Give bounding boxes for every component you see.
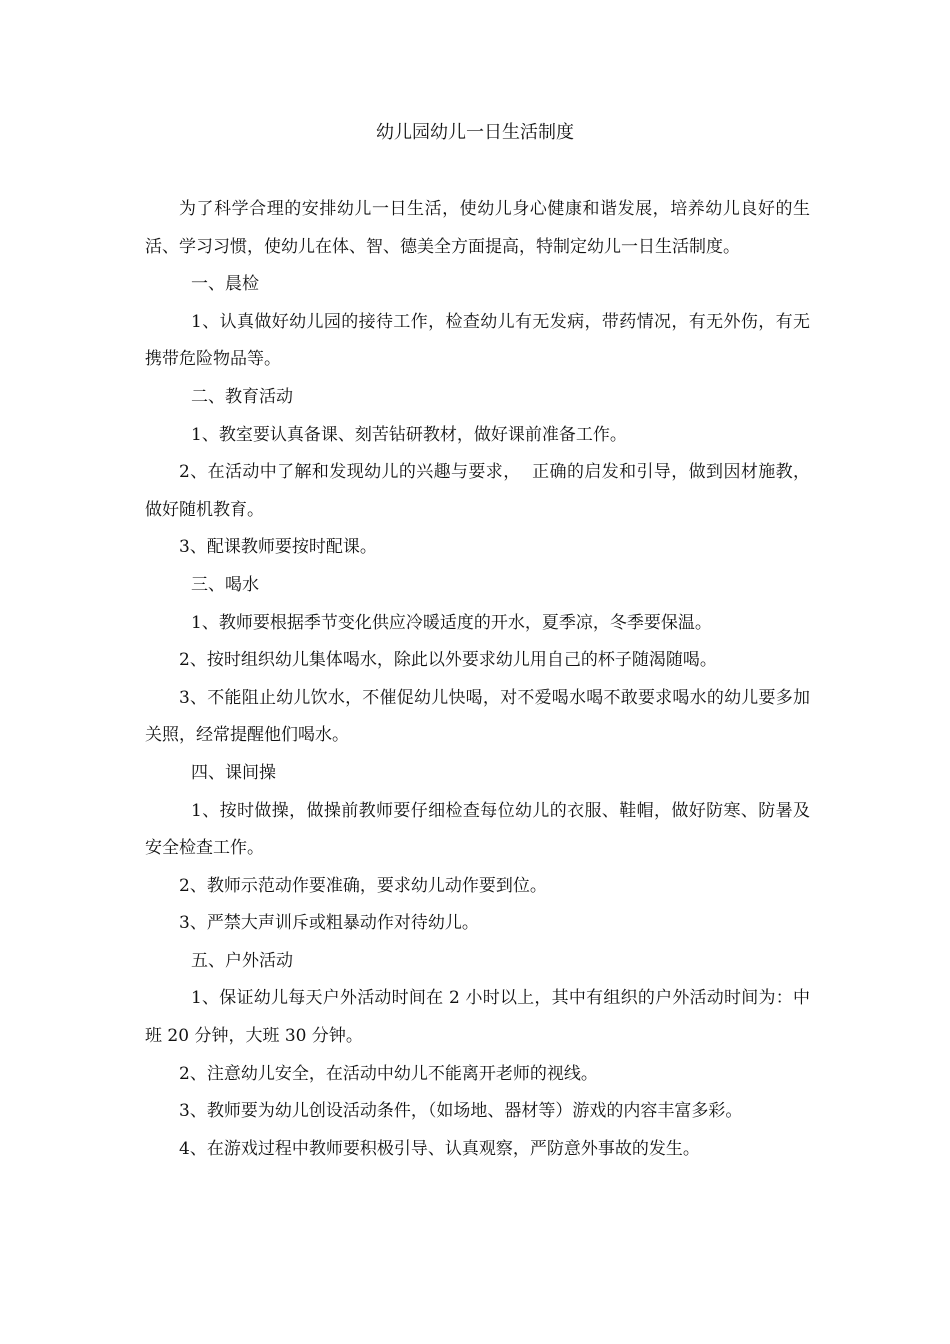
paragraph: 2、注意幼儿安全，在活动中幼儿不能离开老师的视线。 [179,1063,598,1084]
paragraph: 2、按时组织幼儿集体喝水，除此以外要求幼儿用自己的杯子随渴随喝。 [179,650,717,671]
paragraph: 3、严禁大声训斥或粗暴动作对待幼儿。 [179,913,479,934]
paragraph: 五、户外活动 [191,950,293,971]
paragraph: 1、按时做操，做操前教师要仔细检查每位幼儿的衣服、鞋帽，做好防寒、防暑及安全检查工作。 [145,800,810,859]
document-body [145,191,810,1168]
paragraph: 一、晨检 [191,274,259,295]
paragraph: 1、教室要认真备课、刻苦钻研教材，做好课前准备工作。 [191,424,627,445]
paragraph: 为了科学合理的安排幼儿一日生活，使幼儿身心健康和谐发展，培养幼儿良好的生活、学习习惯，使幼儿在体、智、德美全方面提高，特制定幼儿一日生活制度。 [145,199,810,257]
paragraph: 3、配课教师要按时配课。 [179,537,377,558]
paragraph: 4、在游戏过程中教师要积极引导、认真观察，严防意外事故的发生。 [179,1138,700,1159]
paragraph: 3、教师要为幼儿创设活动条件，（如场地、器材等）游戏的内容丰富多彩。 [179,1101,743,1122]
paragraph: 四、课间操 [191,762,276,783]
paragraph: 2、教师示范动作要准确，要求幼儿动作要到位。 [179,875,547,896]
paragraph: 1、教师要根据季节变化供应冷暖适度的开水，夏季凉，冬季要保温。 [191,612,712,633]
paragraph: 2、在活动中了解和发现幼儿的兴趣与要求， 正确的启发和引导，做到因材施教，做好随机教育。 [145,462,810,520]
paragraph: 1、认真做好幼儿园的接待工作，检查幼儿有无发病，带药情况，有无外伤，有无携带危险物品等。 [145,311,810,370]
document-title: 幼儿园幼儿一日生活制度 [376,122,574,143]
paragraph: 二、教育活动 [191,386,293,407]
paragraph: 1、保证幼儿每天户外活动时间在 2 小时以上，其中有组织的户外活动时间为：中班 20 分钟，大班 30 分钟。 [145,988,810,1047]
paragraph: 三、喝水 [191,574,259,595]
paragraph: 3、不能阻止幼儿饮水，不催促幼儿快喝，对不爱喝水喝不敢要求喝水的幼儿要多加关照，经常提醒他们喝水。 [145,687,810,746]
